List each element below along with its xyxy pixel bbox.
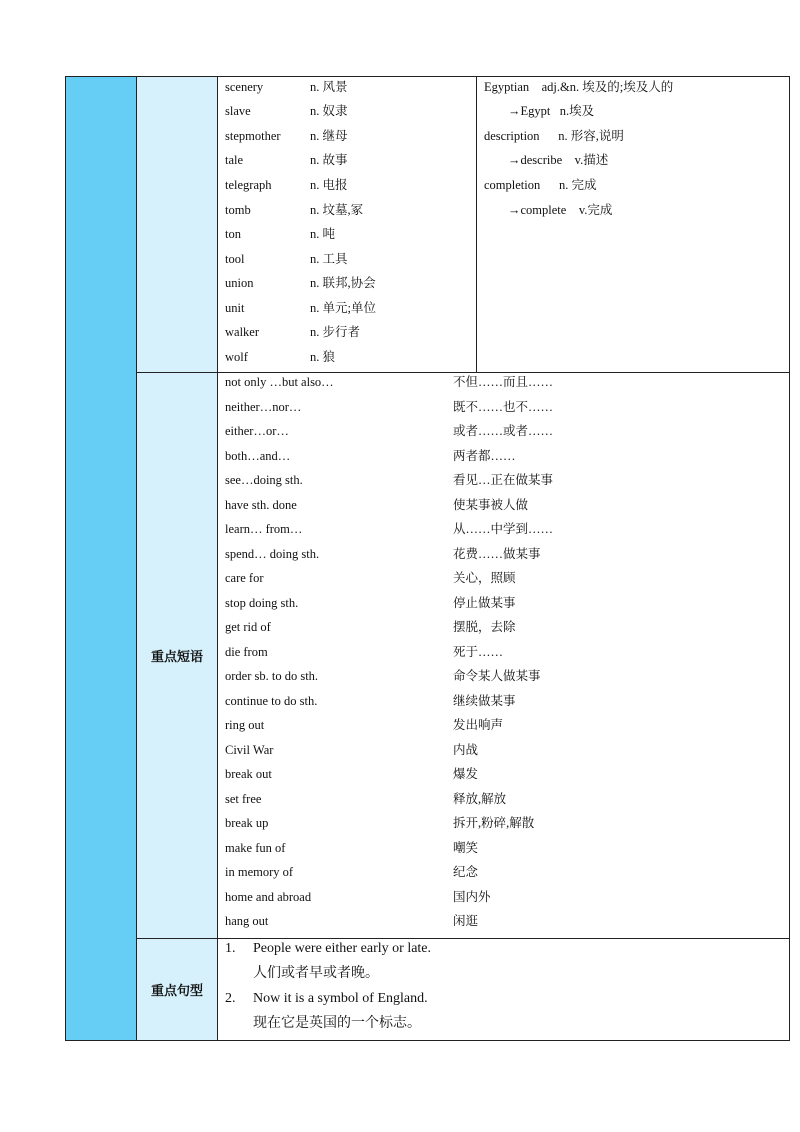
vocab-label-cell — [137, 77, 218, 372]
phrase-row — [225, 860, 785, 884]
phrase-zh: 闲逛 — [453, 914, 479, 928]
phrase-zh: 摆脱，去除 — [453, 620, 516, 634]
phrase-en: get rid of — [225, 620, 271, 634]
phrase-zh: 停止做某事 — [453, 595, 516, 610]
phrase-zh: 国内外 — [453, 889, 491, 904]
phrase-en: not only …but also… — [225, 375, 334, 389]
phrase-zh: 花费……做某事 — [453, 546, 541, 561]
vocabulary-table — [65, 76, 790, 1041]
phrase-row — [225, 762, 785, 786]
phrase-zh: 使某事被人做 — [453, 497, 529, 512]
phrase-en: stop doing sth. — [225, 595, 299, 610]
phrase-row — [225, 517, 785, 541]
phrase-en: have sth. done — [225, 497, 297, 512]
section-strip — [66, 77, 137, 1040]
phrase-en: die from — [225, 644, 268, 659]
phrase-zh: 继续做某事 — [453, 693, 516, 708]
sentence-zh: 现在它是英国的一个标志。 — [253, 1016, 421, 1031]
phrase-en: home and abroad — [225, 889, 312, 904]
phrase-row — [225, 493, 785, 517]
phrase-en: see…doing sth. — [225, 473, 303, 487]
derivative-entry: →complete v.完成 — [508, 203, 613, 217]
vocab-meaning: n. 坟墓,冢 — [310, 203, 364, 217]
sentences-label-cell — [137, 939, 218, 1040]
phrase-zh: 看见…正在做某事 — [453, 473, 554, 487]
derivative-entry: →Egypt n.埃及 — [508, 104, 595, 118]
vocab-word: wolf — [225, 350, 248, 364]
phrase-en: both…and… — [225, 448, 291, 463]
vocab-meaning: n. 步行者 — [310, 325, 361, 339]
phrase-row — [225, 885, 785, 909]
vocab-meaning: n. 故事 — [310, 153, 348, 167]
vocab-word: ton — [225, 227, 241, 241]
vocab-meaning: n. 工具 — [310, 252, 348, 266]
column-divider — [476, 77, 477, 372]
phrase-zh: 发出响声 — [453, 718, 504, 732]
phrase-en: break up — [225, 816, 269, 830]
phrase-zh: 或者……或者…… — [453, 424, 554, 438]
phrase-row — [225, 615, 785, 639]
sentence-en: People were either early or late. — [253, 941, 432, 956]
phrase-en: either…or… — [225, 424, 289, 438]
vocab-word: unit — [225, 301, 245, 315]
phrase-row — [225, 836, 785, 860]
phrase-zh: 关心，照顾 — [453, 571, 516, 585]
derivative-entry: description n. 形容,说明 — [484, 129, 624, 143]
vocab-word: stepmother — [225, 129, 281, 143]
vocab-meaning: n. 联邦,协会 — [310, 276, 376, 290]
vocab-word: union — [225, 276, 254, 290]
phrase-row — [225, 664, 785, 688]
vocab-word: tale — [225, 153, 244, 167]
phrase-zh: 既不……也不…… — [453, 399, 554, 414]
phrase-zh: 从……中学到…… — [453, 522, 554, 536]
phrase-en: set free — [225, 791, 262, 806]
phrase-zh: 纪念 — [453, 865, 479, 879]
phrase-row — [225, 468, 785, 492]
phrase-zh: 不但……而且…… — [453, 375, 554, 389]
sentence-zh: 人们或者早或者晚。 — [253, 966, 379, 981]
phrase-row — [225, 566, 785, 590]
sentence-number: 1. — [225, 941, 236, 956]
phrase-zh: 释放,解放 — [453, 791, 507, 806]
phrase-zh: 死于…… — [453, 644, 504, 659]
vocab-meaning: n. 单元;单位 — [310, 301, 376, 315]
phrase-en: hang out — [225, 914, 269, 928]
phrases-label-cell — [137, 373, 218, 938]
phrase-en: Civil War — [225, 742, 274, 757]
phrase-row — [225, 444, 785, 468]
phrase-en: in memory of — [225, 865, 294, 879]
phrase-row — [225, 738, 785, 762]
phrase-row — [225, 909, 785, 933]
phrase-zh: 拆开,粉碎,解散 — [453, 816, 535, 830]
phrase-en: neither…nor… — [225, 399, 302, 414]
phrase-zh: 两者都…… — [453, 448, 516, 463]
phrase-en: spend… doing sth. — [225, 546, 320, 561]
sentence-number: 2. — [225, 991, 236, 1006]
phrase-row — [225, 787, 785, 811]
phrase-zh: 命令某人做某事 — [453, 669, 541, 683]
sentences-label: 重点句型 — [150, 984, 203, 999]
derivative-entry: completion n. 完成 — [484, 178, 597, 192]
phrase-row — [225, 591, 785, 615]
vocab-word: telegraph — [225, 178, 272, 192]
vocab-word: tomb — [225, 203, 251, 217]
phrase-zh: 嘲笑 — [453, 840, 479, 855]
phrase-en: care for — [225, 571, 264, 585]
vocab-word: scenery — [225, 80, 264, 94]
sentence-en: Now it is a symbol of England. — [253, 991, 428, 1006]
phrase-en: break out — [225, 767, 272, 781]
phrases-label: 重点短语 — [150, 650, 203, 665]
phrase-zh: 爆发 — [453, 767, 479, 781]
phrase-row — [225, 370, 785, 394]
vocab-meaning: n. 吨 — [310, 227, 336, 241]
vocab-meaning: n. 风景 — [310, 80, 348, 94]
phrase-row — [225, 811, 785, 835]
phrase-row — [225, 542, 785, 566]
phrase-en: order sb. to do sth. — [225, 669, 319, 683]
phrase-en: ring out — [225, 718, 265, 732]
phrase-row — [225, 395, 785, 419]
phrase-en: make fun of — [225, 840, 286, 855]
phrase-en: continue to do sth. — [225, 693, 318, 708]
phrase-row — [225, 689, 785, 713]
vocab-meaning: n. 狼 — [310, 350, 336, 364]
vocab-word: walker — [225, 325, 260, 339]
phrase-zh: 内战 — [453, 742, 479, 757]
vocab-word: tool — [225, 252, 245, 266]
phrase-en: learn… from… — [225, 522, 303, 536]
phrase-row — [225, 419, 785, 443]
phrase-row — [225, 640, 785, 664]
phrase-row — [225, 713, 785, 737]
vocab-meaning: n. 继母 — [310, 129, 348, 143]
vocab-word: slave — [225, 104, 251, 118]
vocab-meaning: n. 电报 — [310, 178, 348, 192]
derivative-entry: Egyptian adj.&n. 埃及的;埃及人的 — [484, 80, 674, 94]
derivative-entry: →describe v.描述 — [508, 153, 609, 167]
vocab-meaning: n. 奴隶 — [310, 104, 348, 118]
